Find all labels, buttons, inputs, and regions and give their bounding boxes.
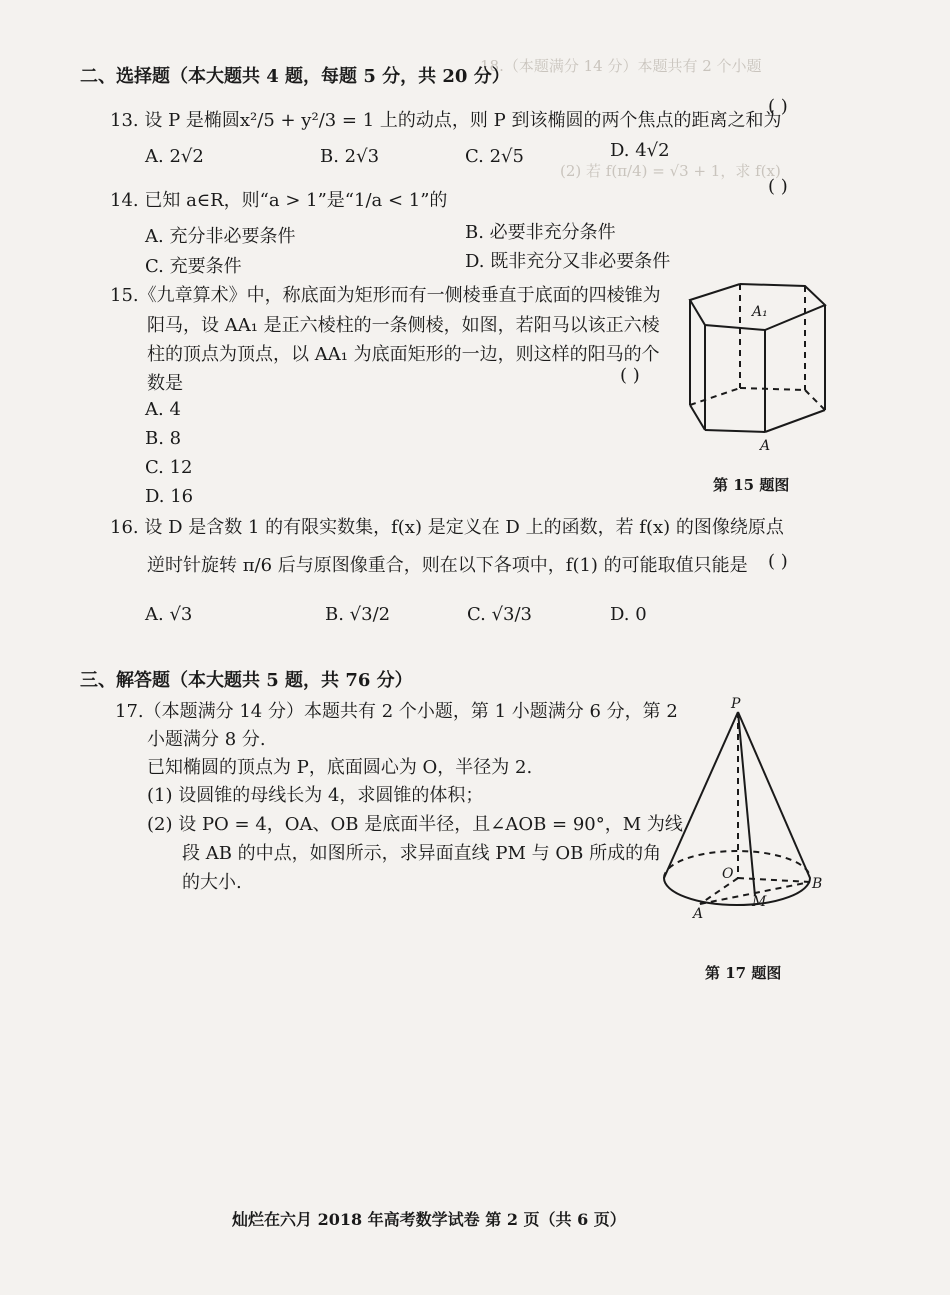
question-17-part-2-line-3: 的大小. xyxy=(182,872,242,893)
q16-option-b: B. √3/2 xyxy=(325,604,391,625)
label-b: B xyxy=(812,876,823,892)
section-3-heading: 三、解答题（本大题共 5 题，共 76 分） xyxy=(80,670,413,691)
q15-option-b: B. 8 xyxy=(145,428,182,449)
section-2-heading: 二、选择题（本大题共 4 题，每题 5 分，共 20 分） xyxy=(80,66,510,87)
answer-bracket-15: ( ) xyxy=(620,365,640,386)
q15-option-c: C. 12 xyxy=(145,457,193,478)
question-15-line-4: 数是 xyxy=(147,373,183,394)
label-p: P xyxy=(731,696,741,712)
answer-bracket-14: ( ) xyxy=(768,176,788,197)
figure-17-caption: 第 17 题图 xyxy=(705,964,782,982)
question-17-line-2: 小题满分 8 分. xyxy=(147,729,266,750)
question-15-line-1: 15.《九章算术》中，称底面为矩形而有一侧棱垂直于底面的四棱锥为 xyxy=(110,285,661,306)
q13-option-d: D. 4√2 xyxy=(610,140,670,161)
figure-15-caption: 第 15 题图 xyxy=(713,476,790,494)
question-17-line-1: 17.（本题满分 14 分）本题共有 2 个小题，第 1 小题满分 6 分，第 2 xyxy=(115,701,678,722)
label-a: A xyxy=(760,438,771,454)
answer-bracket-13: ( ) xyxy=(768,96,788,117)
q13-option-a: A. 2√2 xyxy=(145,146,204,167)
q14-option-d: D. 既非充分又非必要条件 xyxy=(465,251,671,272)
question-17-line-3: 已知椭圆的顶点为 P，底面圆心为 O，半径为 2. xyxy=(147,757,533,778)
question-16-line-1: 16. 设 D 是含数 1 的有限实数集，f(x) 是定义在 D 上的函数，若 f(x) 的图像绕原点 xyxy=(110,517,784,538)
label-a1: A₁ xyxy=(752,304,768,320)
question-17-part-1: (1) 设圆锥的母线长为 4，求圆锥的体积； xyxy=(147,785,484,806)
label-a: A xyxy=(693,906,704,922)
question-15-line-2: 阳马，设 AA₁ 是正六棱柱的一条侧棱，如图，若阳马以该正六棱 xyxy=(147,315,660,336)
label-m: M xyxy=(752,894,767,910)
page-footer: 灿烂在六月 2018 年高考数学试卷 第 2 页（共 6 页） xyxy=(232,1210,626,1229)
q14-option-c: C. 充要条件 xyxy=(145,256,242,277)
q16-option-a: A. √3 xyxy=(145,604,193,625)
q13-option-c: C. 2√5 xyxy=(465,146,524,167)
q14-option-b: B. 必要非充分条件 xyxy=(465,222,616,243)
q16-option-d: D. 0 xyxy=(610,604,647,625)
q16-option-c: C. √3/3 xyxy=(467,604,533,625)
answer-bracket-16: ( ) xyxy=(768,551,788,572)
question-13-stem: 13. 设 P 是椭圆x²/5 + y²/3 = 1 上的动点，则 P 到该椭圆的两个焦点的距离之和为 xyxy=(110,110,782,131)
q15-option-d: D. 16 xyxy=(145,486,194,507)
q14-option-a: A. 充分非必要条件 xyxy=(145,226,296,247)
question-16-line-2: 逆时针旋转 π/6 后与原图像重合，则在以下各项中，f(1) 的可能取值只能是 xyxy=(147,555,748,576)
q15-option-a: A. 4 xyxy=(145,399,181,420)
bleed-through-text: (2) 若 f(π/4) = √3 + 1，求 f(x) xyxy=(560,162,781,180)
q13-option-b: B. 2√3 xyxy=(320,146,380,167)
question-14-stem: 14. 已知 a∈R，则“a > 1”是“1/a < 1”的 xyxy=(110,190,448,211)
question-17-part-2-line-2: 段 AB 的中点，如图所示，求异面直线 PM 与 OB 所成的角 xyxy=(182,843,662,864)
bleed-through-text: 18.（本题满分 14 分）本题共有 2 个小题 xyxy=(480,57,762,75)
label-o: O xyxy=(722,866,734,882)
question-17-part-2-line-1: (2) 设 PO = 4，OA、OB 是底面半径，且∠AOB = 90°，M 为线 xyxy=(147,814,683,835)
question-15-line-3: 柱的顶点为顶点，以 AA₁ 为底面矩形的一边，则这样的阳马的个 xyxy=(147,344,660,365)
